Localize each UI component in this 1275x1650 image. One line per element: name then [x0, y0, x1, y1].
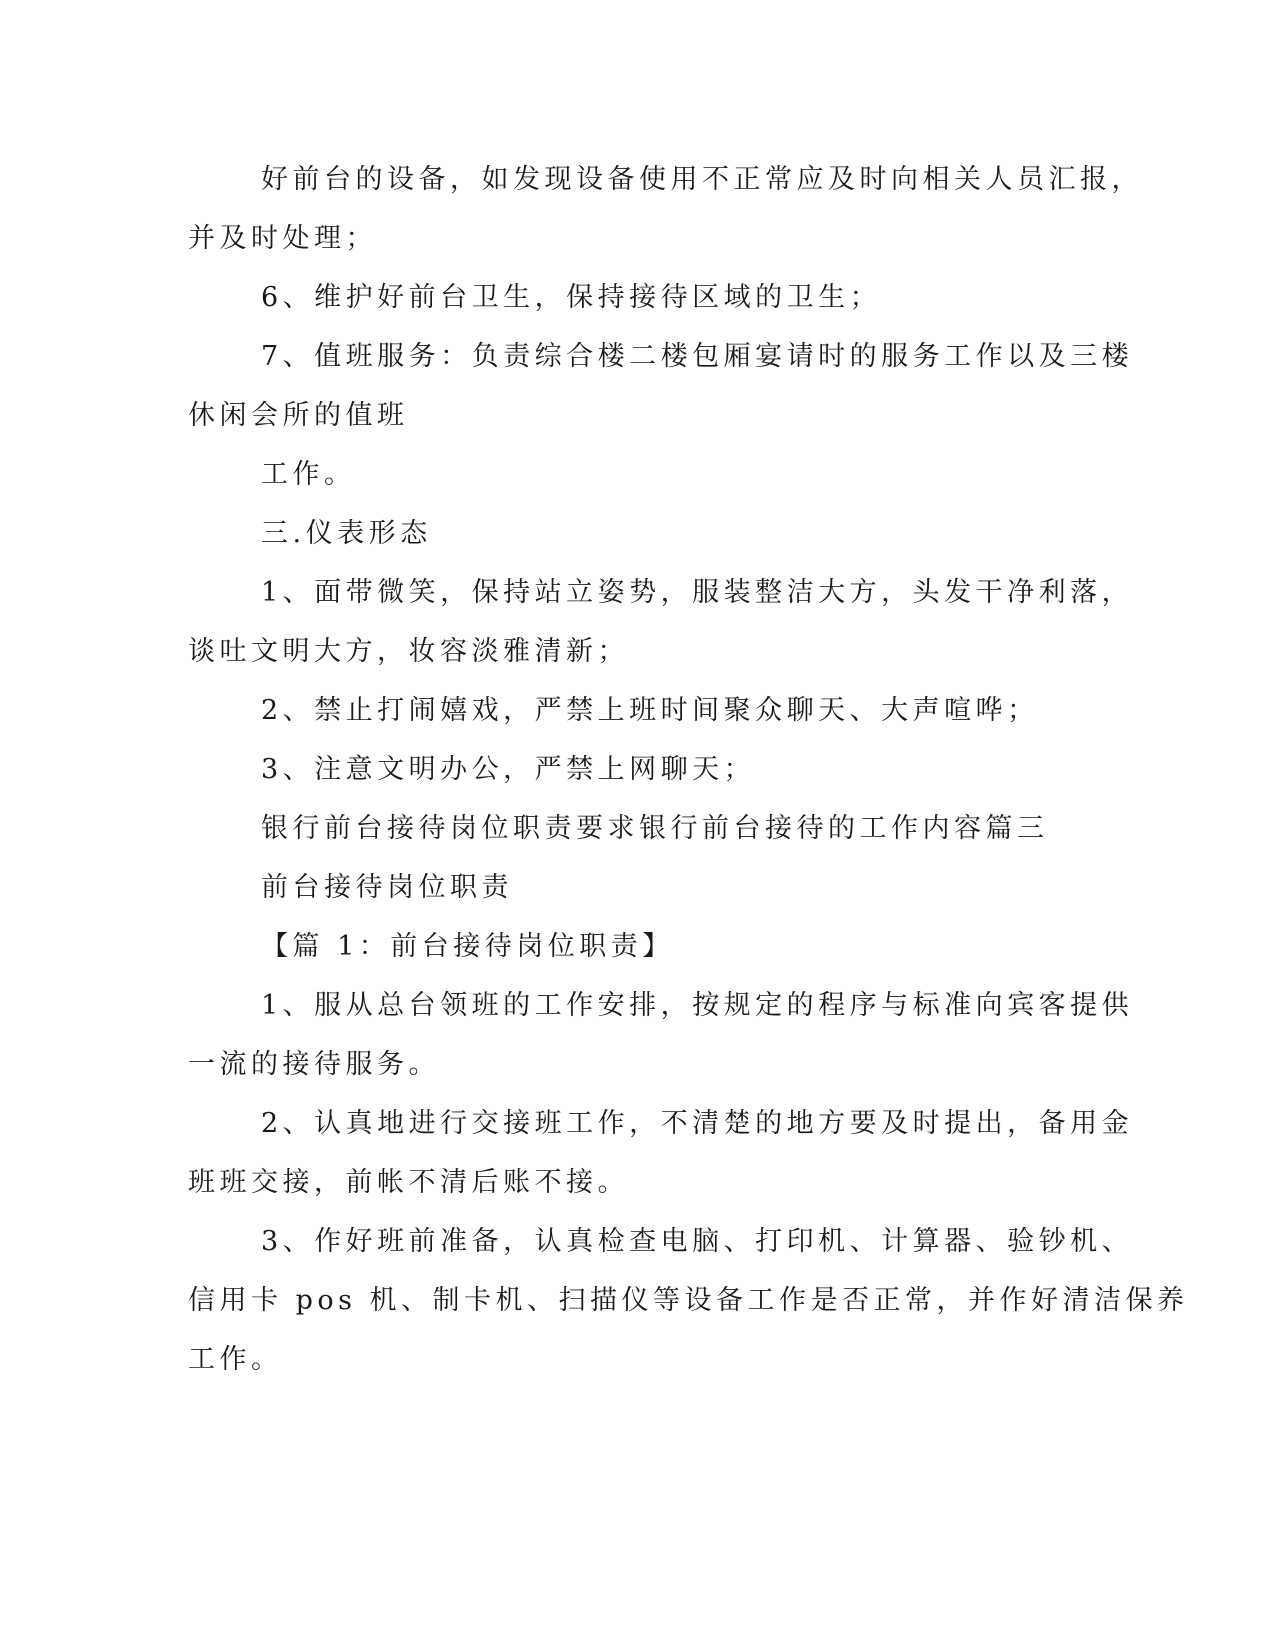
text-line: 好前台的设备，如发现设备使用不正常应及时向相关人员汇报， [261, 164, 1143, 195]
text-line: 6、维护好前台卫生，保持接待区域的卫生； [261, 282, 882, 313]
text-line: 3、注意文明办公，严禁上网聊天； [261, 754, 756, 785]
section-heading: 前台接待岗位职责 [261, 872, 513, 903]
text-line: 并及时处理； [188, 223, 377, 254]
text-line: 3、作好班前准备，认真检查电脑、打印机、计算器、验钞机、 [261, 1226, 1134, 1257]
text-line: 谈吐文明大方，妆容淡雅清新； [188, 636, 629, 667]
section-heading: 三.仪表形态 [261, 518, 432, 549]
text-line: 工作。 [188, 1344, 283, 1375]
text-line: 休闲会所的值班 [188, 400, 409, 431]
text-line: 班班交接，前帐不清后账不接。 [188, 1167, 629, 1198]
text-line: 2、认真地进行交接班工作，不清楚的地方要及时提出，备用金 [261, 1108, 1134, 1139]
text-line: 1、面带微笑，保持站立姿势，服装整洁大方，头发干净利落， [261, 577, 1134, 608]
text-line: 7、值班服务：负责综合楼二楼包厢宴请时的服务工作以及三楼 [261, 341, 1134, 372]
text-line: 一流的接待服务。 [188, 1049, 440, 1080]
text-line: 1、服从总台领班的工作安排，按规定的程序与标准向宾客提供 [261, 990, 1134, 1021]
section-heading: 银行前台接待岗位职责要求银行前台接待的工作内容篇三 [261, 813, 1049, 844]
text-line: 2、禁止打闹嬉戏，严禁上班时间聚众聊天、大声喧哗； [261, 695, 1039, 726]
text-line: 信用卡 pos 机、制卡机、扫描仪等设备工作是否正常，并作好清洁保养 [188, 1285, 1189, 1316]
text-line: 工作。 [261, 459, 356, 490]
section-heading: 【篇 1：前台接待岗位职责】 [261, 931, 674, 962]
